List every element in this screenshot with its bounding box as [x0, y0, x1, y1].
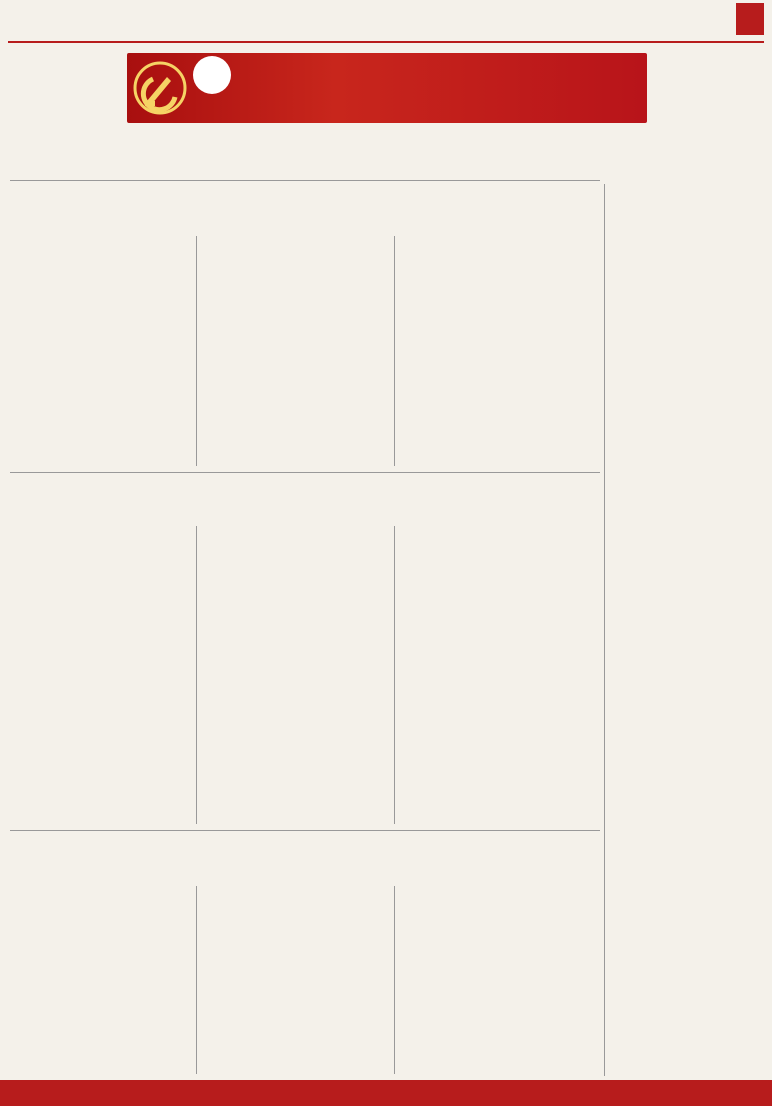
- article-2-col-3: [400, 526, 596, 826]
- article-4-text-top: [610, 186, 706, 586]
- divider: [10, 180, 600, 181]
- column-rule: [196, 886, 197, 1074]
- article-3-col-1: [10, 886, 190, 1076]
- article-4-text-bottom: [610, 590, 766, 1076]
- column-rule: [196, 526, 197, 824]
- banner-big-char: [193, 56, 231, 94]
- party-emblem-icon: [133, 59, 187, 117]
- article-2-col-1: [10, 526, 190, 826]
- column-rule: [196, 236, 197, 466]
- column-rule: [604, 184, 605, 1076]
- article-1-col-1: [10, 236, 190, 468]
- article-2-col-2: [202, 526, 388, 826]
- column-rule: [394, 526, 395, 824]
- header-divider: [8, 41, 764, 43]
- column-rule: [394, 236, 395, 466]
- article-3-col-2: [202, 886, 388, 1076]
- divider: [10, 472, 600, 473]
- article-1-col-2: [202, 236, 388, 468]
- footer-slogan: [0, 1080, 772, 1106]
- divider: [10, 830, 600, 831]
- banner: [127, 53, 647, 123]
- article-3-col-3: [400, 886, 596, 1076]
- article-1-col-3: [400, 236, 596, 468]
- column-rule: [394, 886, 395, 1074]
- page-number: [736, 3, 764, 35]
